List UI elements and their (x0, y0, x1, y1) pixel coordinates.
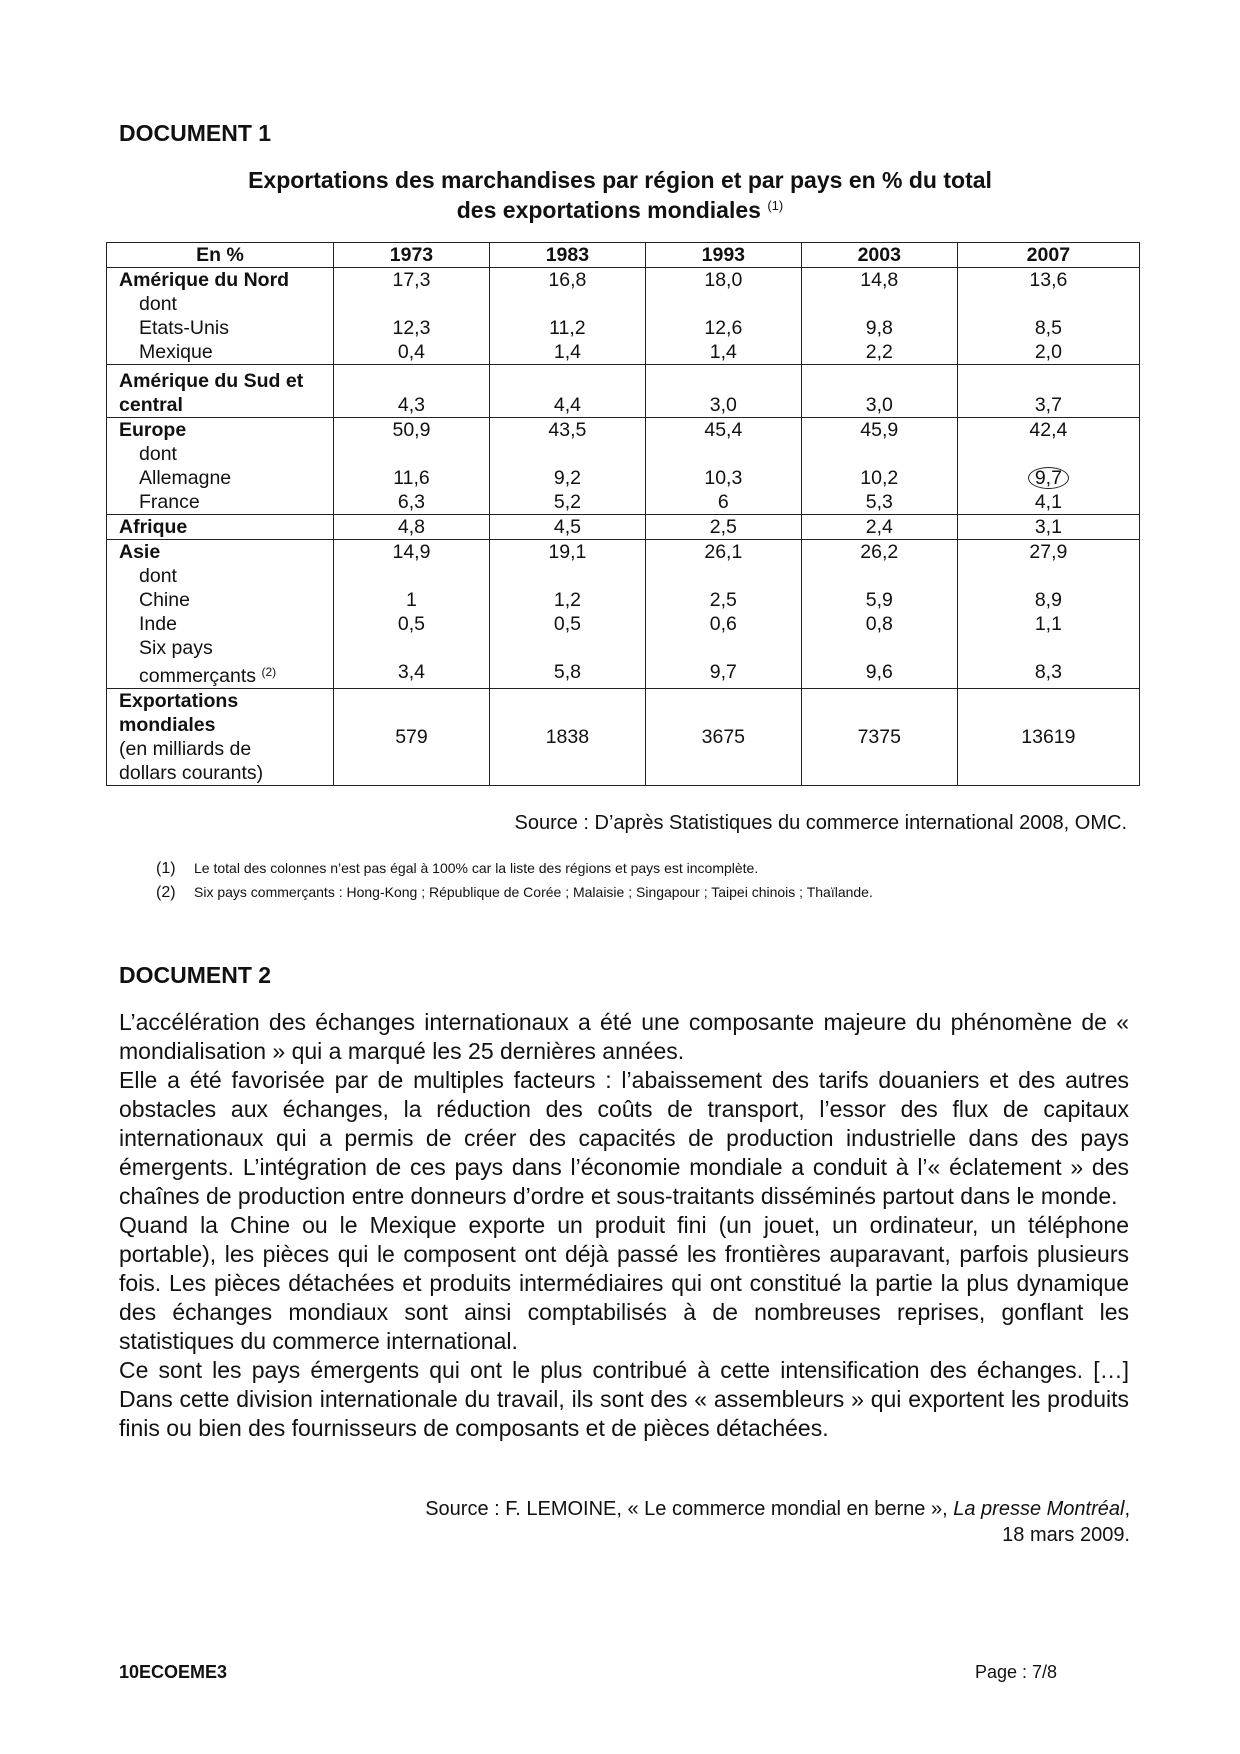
paragraph: Quand la Chine ou le Mexique exporte un produit fini (un jouet, un ordinateur, un téléphone portable), les pièces qui le composent ont déjà passé les frontières auparavant, parfois plusieurs fois. Les pièces détachées et produits intermédiaires qui ont constitué la partie la plus dynamique des échanges mondiaux sont ainsi comptabilisés à de nombreuses reprises, gonflant les statistiques du commerce international. (119, 1212, 1129, 1354)
value-cell: 2,5 (645, 515, 801, 540)
value: 12,6 (704, 317, 743, 339)
country-label (119, 660, 323, 688)
value: 2,0 (1034, 341, 1062, 363)
value-cell: 4,8 (334, 515, 490, 540)
footnote-1 (156, 860, 758, 878)
exports-table (106, 242, 1140, 786)
value-cell: 4,5 (489, 515, 645, 540)
footnote-number: (1) (156, 860, 176, 877)
value: 1,2 (553, 589, 581, 611)
value: 14,8 (860, 269, 899, 291)
value: 16,8 (548, 269, 587, 291)
value-cell (489, 268, 645, 365)
paragraph: Ce sont les pays émergents qui ont le plus contribué à cette intensification des échanges. […] Dans cette division internationale du travail, ils sont des « assembleurs » qui exportent les produits finis ou bien des fournisseurs de composants et de pièces détachées. (119, 1357, 1129, 1441)
value: 19,1 (548, 541, 587, 563)
value: 26,1 (704, 541, 743, 563)
value-cell: 3,7 (957, 365, 1139, 418)
table-row (107, 689, 1140, 786)
table-row (107, 268, 1140, 365)
value-cell: 579 (334, 689, 490, 786)
value: 9,8 (865, 317, 893, 339)
value: 0,6 (709, 613, 737, 635)
circled-value: 9,7 (1028, 467, 1069, 489)
value-cell: 13619 (957, 689, 1139, 786)
document-2-text (119, 1008, 1129, 1443)
table-header-row (107, 243, 1140, 268)
value: 45,4 (704, 419, 743, 441)
value: 11,6 (393, 467, 430, 489)
value-cell (957, 418, 1139, 515)
header-cell: 1983 (489, 243, 645, 268)
value: 50,9 (392, 419, 431, 441)
region-label: Amérique du Sud et (119, 370, 304, 392)
publication-name: La presse Montréal (953, 1498, 1125, 1520)
header-cell: En % (107, 243, 334, 268)
total-label: mondiales (119, 714, 216, 736)
value: 8,3 (1034, 661, 1062, 683)
row-label (107, 689, 334, 786)
value: 27,9 (1029, 541, 1068, 563)
value: 5,2 (553, 491, 581, 513)
header-cell: 1973 (334, 243, 490, 268)
value: 0,5 (397, 613, 426, 635)
value: 5,9 (865, 589, 893, 611)
value: 10,3 (704, 467, 743, 489)
row-label (107, 268, 334, 365)
value-cell: 4,3 (334, 365, 490, 418)
value-cell: 3675 (645, 689, 801, 786)
document-1-heading: DOCUMENT 1 (119, 120, 272, 146)
country-label: Mexique (139, 341, 213, 363)
value: 11,2 (549, 317, 586, 339)
value: 1,1 (1034, 613, 1062, 635)
value: 5,3 (865, 491, 893, 513)
dont-label: dont (139, 443, 177, 465)
value-cell (645, 268, 801, 365)
value: 5,8 (553, 661, 581, 683)
value: 3,4 (397, 661, 426, 683)
region-label: Afrique (107, 515, 334, 540)
article-source-line1 (230, 1496, 1130, 1522)
value: 1,4 (709, 341, 737, 363)
region-label: Europe (119, 419, 187, 441)
footnote-ref: (2) (261, 665, 277, 679)
dont-label: dont (139, 293, 177, 315)
total-unit: dollars courants) (119, 762, 264, 784)
country-label: Inde (139, 613, 177, 635)
value: 10,2 (860, 467, 899, 489)
row-label (107, 418, 334, 515)
value-cell: 1838 (489, 689, 645, 786)
total-label: Exportations (119, 690, 239, 712)
value-cell (489, 418, 645, 515)
value: 6 (717, 491, 729, 513)
country-label: Six pays (139, 637, 213, 659)
value: 18,0 (704, 269, 743, 291)
table-row (107, 515, 1140, 540)
value: 45,9 (860, 419, 899, 441)
exam-code: 10ECOEME3 (119, 1662, 228, 1682)
article-source (230, 1496, 1130, 1548)
value-cell: 3,0 (645, 365, 801, 418)
header-cell: 2007 (957, 243, 1139, 268)
value-cell (957, 268, 1139, 365)
value: 43,5 (548, 419, 587, 441)
page-number: Page : 7/8 (975, 1662, 1058, 1682)
value: 42,4 (1029, 419, 1068, 441)
value: 2,2 (865, 341, 893, 363)
table-title-line1: Exportations des marchandises par région et par pays en % du total (248, 167, 992, 193)
footnote-number: (2) (156, 884, 176, 901)
row-label (107, 365, 334, 418)
region-label: central (119, 394, 183, 416)
value-cell: 3,0 (801, 365, 957, 418)
value-cell (334, 418, 490, 515)
article-source-date: 18 mars 2009. (1002, 1524, 1130, 1546)
value: 1 (406, 589, 417, 611)
value: 12,3 (392, 317, 431, 339)
value-cell (645, 418, 801, 515)
header-cell: 1993 (645, 243, 801, 268)
footnote-text: Le total des colonnes n’est pas égal à 100% car la liste des régions et pays est incomplète. (194, 860, 759, 876)
table-source: Source : D’après Statistiques du commerce international 2008, OMC. (514, 812, 1127, 834)
value: 8,5 (1034, 317, 1062, 339)
table-title-line2 (120, 197, 1120, 224)
paragraph: L’accélération des échanges internationaux a été une composante majeure du phénomène de « mondialisation » qui a marqué les 25 dernières années. (119, 1009, 1129, 1064)
value: 9,6 (865, 661, 893, 683)
value-cell (801, 418, 957, 515)
paragraph: Elle a été favorisée par de multiples facteurs : l’abaissement des tarifs douaniers et des autres obstacles aux échanges, la réduction des coûts de transport, l’essor des flux de capitaux internationaux qui a permis de créer des capacités de production industrielle dans des pays émergents. L’intégration de ces pays dans l’économie mondiale a conduit à l’« éclatement » des chaînes de production entre donneurs d’ordre et sous-traitants disséminés partout dans le monde. (119, 1067, 1129, 1209)
value: 9,7 (709, 661, 737, 683)
value-cell (957, 540, 1139, 689)
document-2-heading: DOCUMENT 2 (119, 962, 272, 988)
value: 2,5 (709, 589, 737, 611)
total-unit: (en milliards de (119, 738, 252, 760)
footnote-text: Six pays commerçants : Hong-Kong ; République de Corée ; Malaisie ; Singapour ; Taipei chinois ; Thaïlande. (194, 884, 873, 900)
value-cell: 3,1 (957, 515, 1139, 540)
country-label: Chine (139, 589, 190, 611)
table-row (107, 365, 1140, 418)
value-cell: 4,4 (489, 365, 645, 418)
country-label: France (139, 491, 200, 513)
value: 8,9 (1034, 589, 1062, 611)
region-label: Amérique du Nord (119, 269, 290, 291)
value-cell (334, 268, 490, 365)
value: 0,5 (553, 613, 581, 635)
table-row (107, 540, 1140, 689)
value-cell (334, 540, 490, 689)
country-label: Etats-Unis (139, 317, 229, 339)
value: 14,9 (392, 541, 431, 563)
region-label: Asie (119, 541, 161, 563)
footnote-2 (156, 884, 873, 902)
value: 13,6 (1029, 269, 1068, 291)
value: 6,3 (397, 491, 426, 513)
value-cell (489, 540, 645, 689)
table-title-note: (1) (767, 198, 784, 213)
value: 0,8 (865, 613, 893, 635)
value: 4,1 (1034, 491, 1062, 513)
dont-label: dont (139, 565, 177, 587)
value: 9,2 (553, 467, 581, 489)
source-text: Source : F. LEMOINE, « Le commerce mondial en berne », (425, 1498, 954, 1520)
country-label: Allemagne (139, 467, 232, 489)
table-title-text: des exportations mondiales (456, 197, 761, 223)
six-pays-label: commerçants (139, 665, 257, 687)
value-cell: 2,4 (801, 515, 957, 540)
value: 0,4 (397, 341, 426, 363)
value: 26,2 (860, 541, 899, 563)
value: 17,3 (392, 269, 431, 291)
source-punct: , (1124, 1498, 1130, 1520)
value-cell: 7375 (801, 689, 957, 786)
value-cell (801, 268, 957, 365)
value-cell (645, 540, 801, 689)
value-cell (801, 540, 957, 689)
value: 1,4 (553, 341, 581, 363)
table-row (107, 418, 1140, 515)
header-cell: 2003 (801, 243, 957, 268)
row-label (107, 540, 334, 689)
